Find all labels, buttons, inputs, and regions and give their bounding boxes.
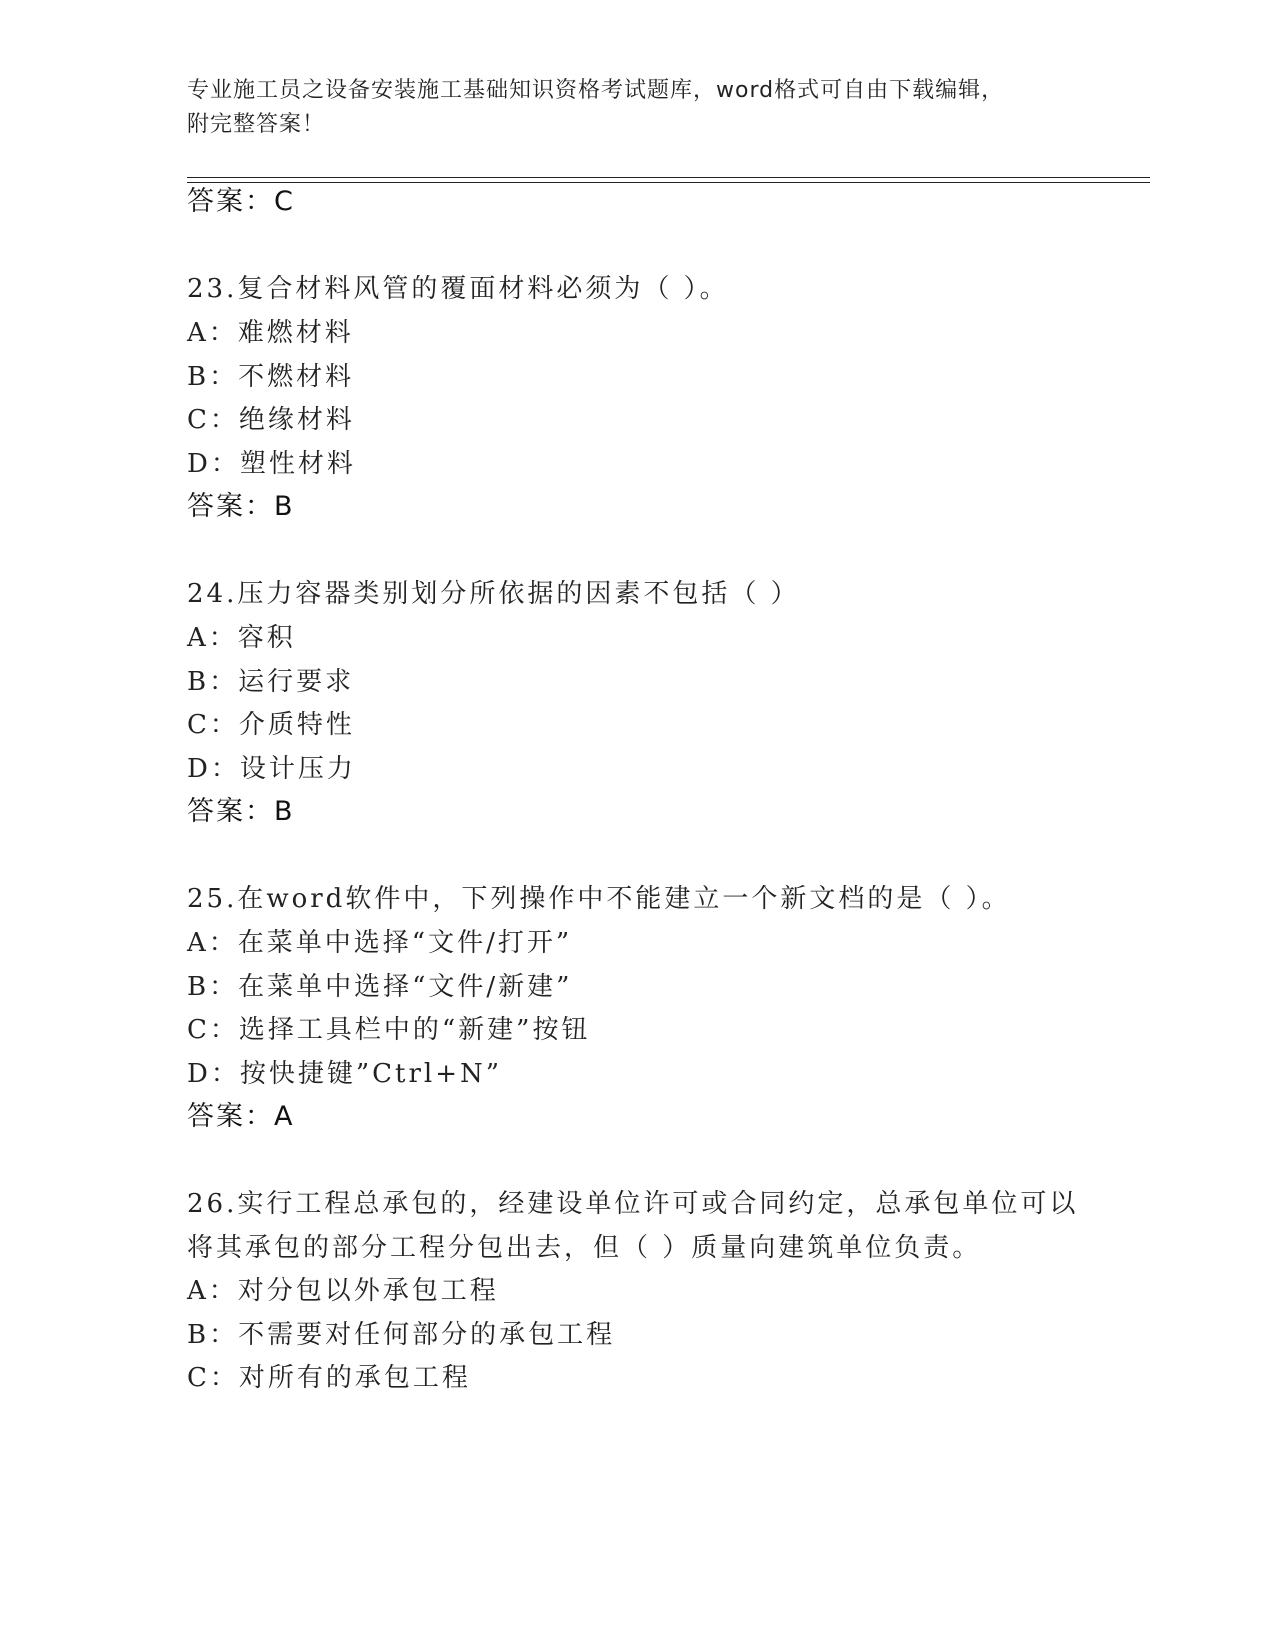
question-25-option-b: B：在菜单中选择“文件/新建” [187,972,573,1002]
question-24-stem: 24.压力容器类别划分所依据的因素不包括（ ） [187,579,800,609]
document-header [187,74,1087,142]
question-23-option-c: C：绝缘材料 [187,405,355,435]
question-26-option-a: A：对分包以外承包工程 [187,1276,499,1306]
question-24-option-b: B：运行要求 [187,667,355,697]
question-25-option-d: D：按快捷键”Ctrl+N” [187,1059,503,1089]
question-24-option-c: C：介质特性 [187,710,355,740]
question-25-stem: 25.在word软件中，下列操作中不能建立一个新文档的是（ ）。 [187,884,1011,914]
question-25-option-c: C：选择工具栏中的“新建”按钮 [187,1015,591,1045]
question-24-answer: 答案：B [187,796,295,827]
question-23-option-b: B：不燃材料 [187,362,355,392]
question-24-option-a: A：容积 [187,623,296,653]
header-divider-top [187,177,1150,178]
header-line-2: 附完整答案！ [187,112,326,137]
question-26-option-b: B：不需要对任何部分的承包工程 [187,1320,616,1350]
question-23-option-d: D：塑性材料 [187,449,356,479]
question-24-option-d: D：设计压力 [187,754,356,784]
question-23-stem: 23.复合材料风管的覆面材料必须为（ ）。 [187,274,729,304]
question-26-stem-line-2: 将其承包的部分工程分包出去，但（ ）质量向建筑单位负责。 [187,1233,982,1263]
question-23-option-a: A：难燃材料 [187,318,354,348]
question-23-answer: 答案：B [187,491,295,522]
header-line-1: 专业施工员之设备安装施工基础知识资格考试题库，word格式可自由下载编辑， [187,78,1005,103]
question-25-answer: 答案：A [187,1101,295,1132]
question-26-option-c: C：对所有的承包工程 [187,1363,471,1393]
question-25-option-a: A：在菜单中选择“文件/打开” [187,928,573,958]
previous-answer: 答案：C [187,186,295,217]
header-divider-bottom [187,182,1150,183]
question-26-stem-line-1: 26.实行工程总承包的，经建设单位许可或合同约定，总承包单位可以 [187,1189,1079,1219]
